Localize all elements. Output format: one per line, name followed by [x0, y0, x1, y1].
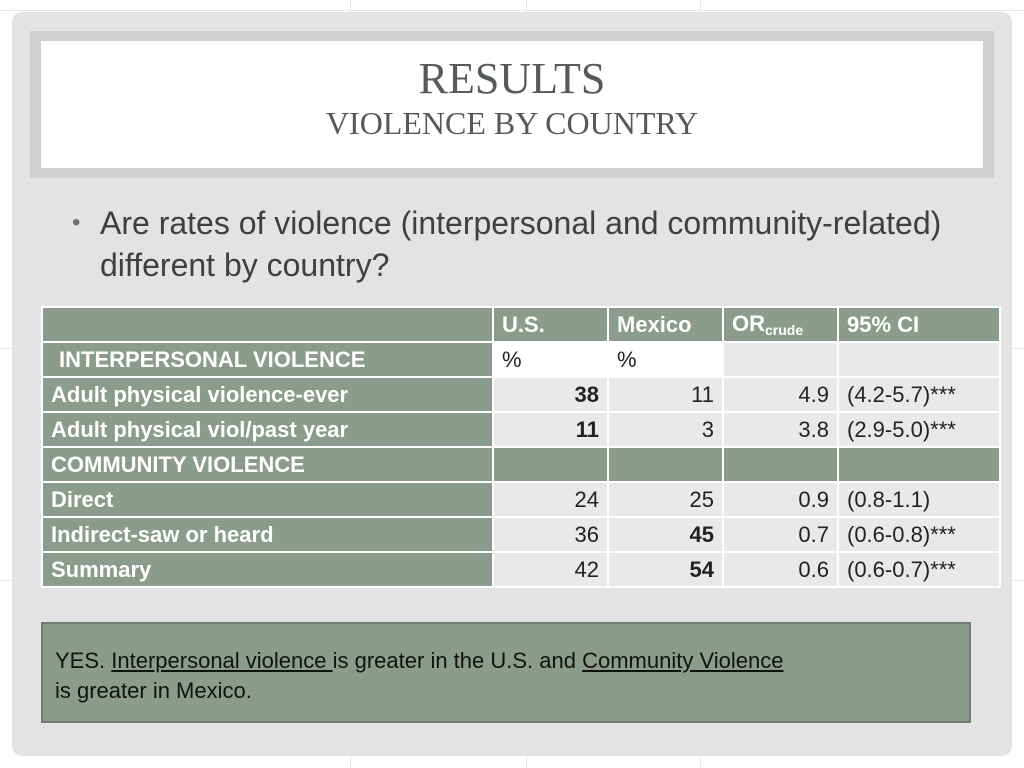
blank-cell: [838, 447, 1000, 482]
section-row-interpersonal: [42, 342, 1000, 377]
results-table: [41, 306, 1001, 588]
bullet-point: [72, 202, 972, 286]
ci-value: (0.6-0.8)***: [838, 517, 1000, 552]
ci-value: (4.2-5.7)***: [838, 377, 1000, 412]
table-row: [42, 517, 1000, 552]
table-row: [42, 482, 1000, 517]
us-value: 11: [493, 412, 608, 447]
or-value: 0.9: [723, 482, 838, 517]
blank-cell: [608, 447, 723, 482]
section-label-community: COMMUNITY VIOLENCE: [42, 447, 493, 482]
row-label: Adult physical viol/past year: [42, 412, 493, 447]
title-panel: [41, 41, 983, 168]
blank-cell: [838, 342, 1000, 377]
header-blank: [42, 307, 493, 342]
row-label: Indirect-saw or heard: [42, 517, 493, 552]
answer-mid-text: is greater in the U.S. and: [332, 648, 583, 673]
slide-subtitle: VIOLENCE BY COUNTRY: [325, 105, 699, 141]
ci-value: (2.9-5.0)***: [838, 412, 1000, 447]
slide-title: RESULTS: [418, 54, 606, 103]
us-value: 24: [493, 482, 608, 517]
row-label: Adult physical violence-ever: [42, 377, 493, 412]
mexico-value: 11: [608, 377, 723, 412]
row-label: Direct: [42, 482, 493, 517]
mexico-value: 45: [608, 517, 723, 552]
section-label-interpersonal: INTERPERSONAL VIOLENCE: [42, 342, 493, 377]
section-row-community: [42, 447, 1000, 482]
mexico-value: 3: [608, 412, 723, 447]
title-frame: [30, 31, 994, 178]
blank-cell: [723, 447, 838, 482]
table-row: [42, 377, 1000, 412]
table-row: [42, 412, 1000, 447]
us-value: 36: [493, 517, 608, 552]
unit-mexico: %: [608, 342, 723, 377]
or-value: 3.8: [723, 412, 838, 447]
bullet-dot-icon: •: [72, 209, 81, 236]
or-value: 0.6: [723, 552, 838, 587]
answer-yes: YES.: [55, 648, 106, 673]
blank-cell: [723, 342, 838, 377]
unit-us: %: [493, 342, 608, 377]
row-label: Summary: [42, 552, 493, 587]
answer-community-link: Community Violence: [582, 648, 784, 673]
blank-cell: [493, 447, 608, 482]
ci-value: (0.8-1.1): [838, 482, 1000, 517]
answer-interpersonal-link: Interpersonal violence: [111, 648, 333, 673]
header-mexico: Mexico: [608, 307, 723, 342]
header-or: [723, 307, 838, 342]
header-or-sub: crude: [765, 322, 804, 338]
header-us: U.S.: [493, 307, 608, 342]
header-or-main: OR: [732, 311, 765, 336]
header-ci: 95% CI: [838, 307, 1000, 342]
or-value: 4.9: [723, 377, 838, 412]
mexico-value: 25: [608, 482, 723, 517]
bullet-text: Are rates of violence (interpersonal and community-related) different by country?: [100, 205, 942, 283]
mexico-value: 54: [608, 552, 723, 587]
answer-end-text: is greater in Mexico.: [55, 678, 252, 703]
table-row: [42, 552, 1000, 587]
us-value: 38: [493, 377, 608, 412]
ci-value: (0.6-0.7)***: [838, 552, 1000, 587]
or-value: 0.7: [723, 517, 838, 552]
table-header-row: [42, 307, 1000, 342]
us-value: 42: [493, 552, 608, 587]
answer-box: [41, 622, 971, 723]
